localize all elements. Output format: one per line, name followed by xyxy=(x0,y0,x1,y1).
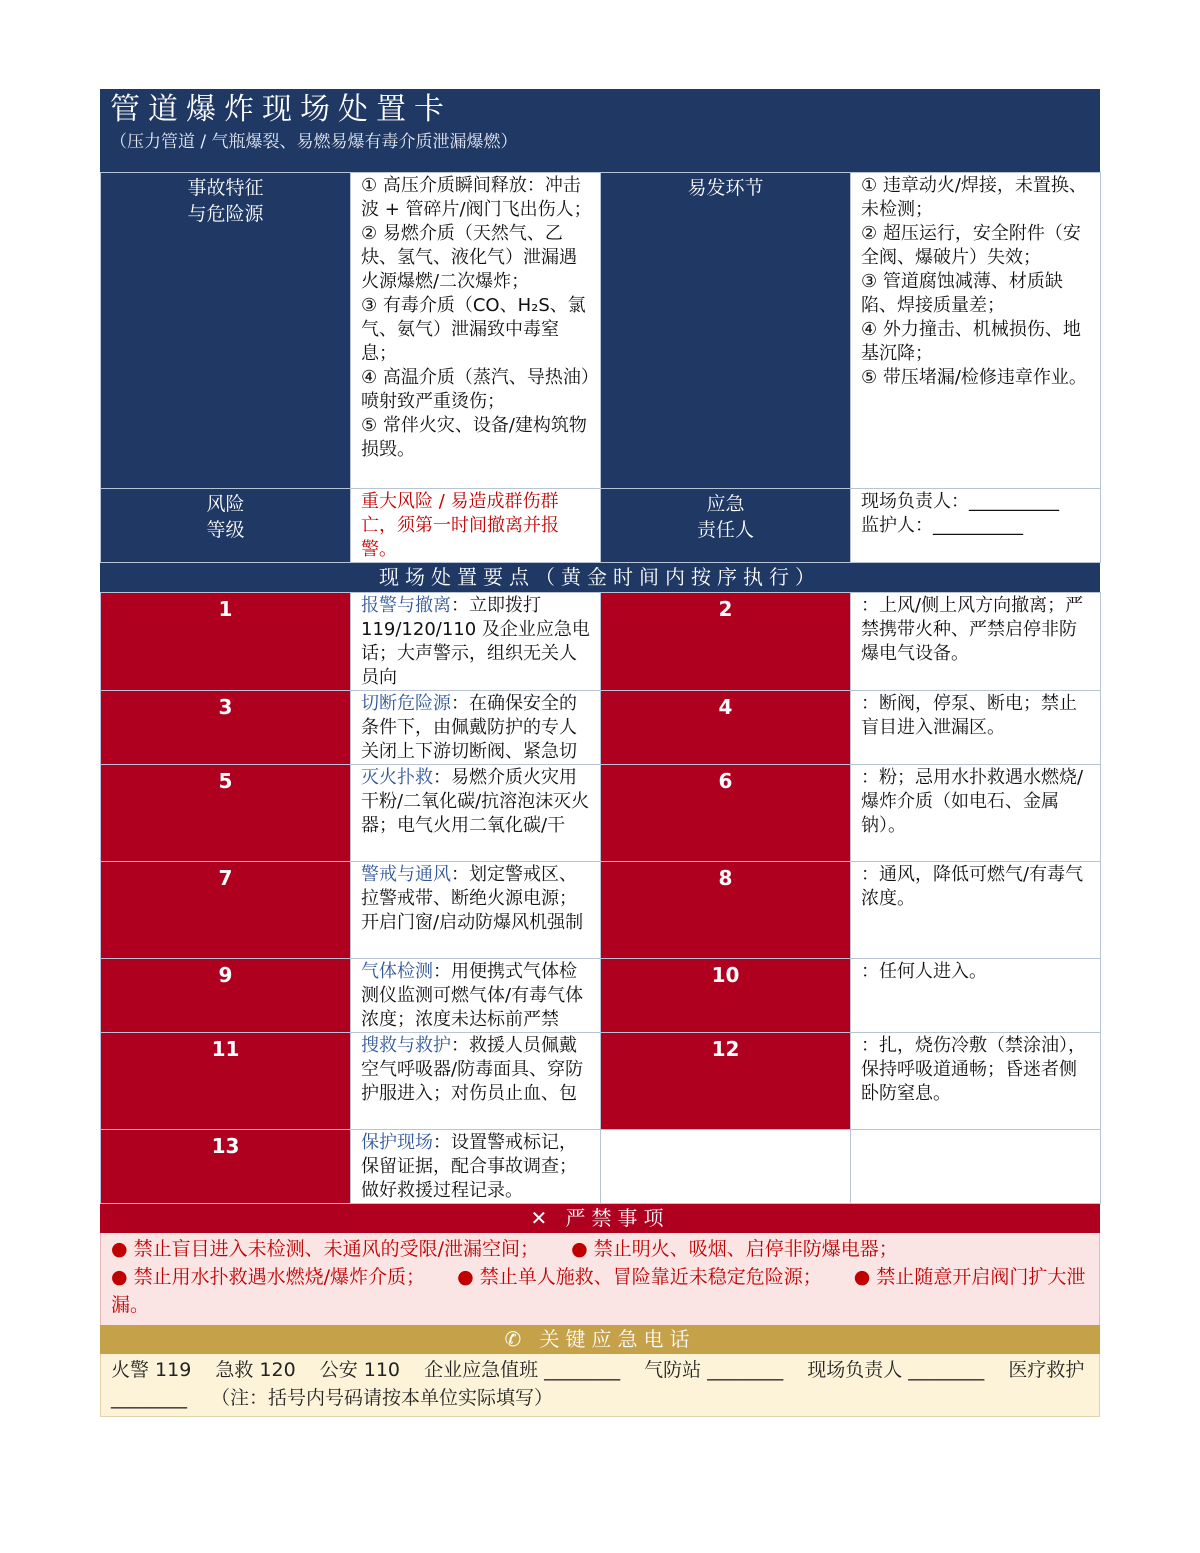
step-number xyxy=(101,593,351,691)
step-number-text: 2 xyxy=(718,597,733,621)
step-row xyxy=(101,862,1101,959)
card-header xyxy=(100,89,1100,172)
step-body: ：立即拨打119/120/110 及企业应急电话；大声警示，组织无关人员向 xyxy=(361,595,590,688)
step-continuation xyxy=(851,765,1101,862)
card-title: 管道爆炸现场处置卡 xyxy=(110,92,452,127)
phones-title-bar xyxy=(100,1325,1100,1354)
forbidden-title-bar xyxy=(100,1204,1100,1233)
step-text xyxy=(351,959,601,1033)
step-body: ：在确保安全的条件下，由佩戴防护的专人关闭上下游切断阀、紧急切 xyxy=(361,693,577,762)
step-number-text: 6 xyxy=(718,769,733,793)
step-heading: 搜救与救护 xyxy=(361,1035,451,1056)
step-body: ：救援人员佩戴空气呼吸器/防毒面具、穿防护服进入；对伤员止血、包 xyxy=(361,1035,584,1104)
prone-label xyxy=(601,173,851,489)
step-row xyxy=(101,1033,1101,1130)
step-number xyxy=(101,1033,351,1130)
phones-title: ✆ 关键应急电话 xyxy=(504,1327,696,1351)
step-number-text: 1 xyxy=(218,597,233,621)
step-heading: 保护现场 xyxy=(361,1132,433,1153)
step-number xyxy=(601,593,851,691)
phone-site-leader: 现场负责人 ________ xyxy=(807,1359,985,1381)
phones-list xyxy=(100,1354,1100,1417)
step-number-text: 12 xyxy=(711,1037,740,1061)
step-number-text: 9 xyxy=(218,963,233,987)
step-number xyxy=(601,765,851,862)
step-number xyxy=(601,1033,851,1130)
step-row xyxy=(101,959,1101,1033)
resp-label-text: 应急 责任人 xyxy=(696,493,754,541)
phone-gas-station: 气防站 ________ xyxy=(644,1359,784,1381)
forbidden-item: ● 禁止盲目进入未检测、未通风的受限/泄漏空间； xyxy=(111,1238,540,1260)
step-number xyxy=(101,862,351,959)
step-number xyxy=(601,691,851,765)
step-heading: 报警与撤离 xyxy=(361,595,451,616)
step-row xyxy=(101,593,1101,691)
steps-title-bar xyxy=(100,563,1100,592)
step-continuation-text: ：任何人进入。 xyxy=(861,961,987,982)
step-number-text: 4 xyxy=(718,695,733,719)
phone-ambulance: 急救 120 xyxy=(215,1359,296,1381)
step-heading: 气体检测 xyxy=(361,961,433,982)
phone-police: 公安 110 xyxy=(319,1359,401,1381)
features-label xyxy=(101,173,351,489)
step-number xyxy=(101,691,351,765)
phone-fire: 火警 119 xyxy=(111,1359,192,1381)
step-heading: 切断危险源 xyxy=(361,693,451,714)
step-number-text: 8 xyxy=(718,866,733,890)
features-text-content: ① 高压介质瞬间释放：冲击波 + 管碎片/阀门飞出伤人； ② 易燃介质（天然气、乙炔、氢气、液化气）泄漏遇火源爆燃/二次爆炸； ③ 有毒介质（CO、H₂S、氯气、氨气）泄漏致中毒窒息； ④ 高温介质（蒸汽、导热油）喷射致严重烫伤； ⑤ 常伴火灾、设备/建构筑物损毁。 xyxy=(361,175,592,460)
step-row xyxy=(101,765,1101,862)
steps-title: 现场处置要点（黄金时间内按序执行） xyxy=(379,565,821,589)
forbidden-item: ● 禁止明火、吸烟、启停非防爆电器； xyxy=(571,1238,898,1260)
step-body: ：设置警戒标记，保留证据，配合事故调查；做好救援过程记录。 xyxy=(361,1132,577,1201)
step-number-text: 13 xyxy=(211,1134,240,1158)
resp-text xyxy=(851,489,1101,563)
forbidden-item: ● 禁止用水扑救遇水燃烧/爆炸介质； xyxy=(111,1266,426,1288)
empty-cell xyxy=(601,1130,851,1204)
step-continuation-text: ：粉；忌用水扑救遇水燃烧/爆炸介质（如电石、金属钠）。 xyxy=(861,767,1084,836)
step-continuation-text: ：扎，烧伤冷敷（禁涂油），保持呼吸道通畅；昏迷者侧卧防窒息。 xyxy=(861,1035,1086,1104)
step-body: ：易燃介质火灾用干粉/二氧化碳/抗溶泡沫灭火器；电气火用二氧化碳/干 xyxy=(361,767,590,836)
phone-enterprise: 企业应急值班 ________ xyxy=(424,1359,621,1381)
step-heading: 警戒与通风 xyxy=(361,864,451,885)
step-body: ：用便携式气体检测仪监测可燃气体/有毒气体浓度；浓度未达标前严禁 xyxy=(361,961,584,1030)
prone-text-content: ① 违章动火/焊接，未置换、未检测； ② 超压运行，安全附件（安全阀、爆破片）失效； ③ 管道腐蚀减薄、材质缺陷、焊接质量差； ④ 外力撞击、机械损伤、地基沉降； ⑤ 带压堵漏/检修违章作业。 xyxy=(861,175,1087,388)
risk-text-content: 重大风险 / 易造成群伤群亡，须第一时间撤离并报警。 xyxy=(361,491,559,560)
forbidden-list xyxy=(100,1233,1100,1325)
risk-label xyxy=(101,489,351,563)
step-row xyxy=(101,691,1101,765)
step-text xyxy=(351,593,601,691)
step-number xyxy=(601,862,851,959)
steps-table xyxy=(100,592,1101,1204)
step-body: ：划定警戒区、拉警戒带、断绝火源电源；开启门窗/启动防爆风机强制 xyxy=(361,864,584,933)
step-continuation-text: ：上风/侧上风方向撤离；严禁携带火种、严禁启停非防爆电气设备。 xyxy=(861,595,1084,664)
step-continuation xyxy=(851,1130,1101,1204)
disposal-card xyxy=(100,89,1100,1417)
step-number-text: 11 xyxy=(211,1037,240,1061)
step-continuation xyxy=(851,959,1101,1033)
step-continuation-text: ：断阀，停泵、断电；禁止盲目进入泄漏区。 xyxy=(861,693,1077,738)
step-number-text: 5 xyxy=(218,769,233,793)
step-row xyxy=(101,1130,1101,1204)
prone-text xyxy=(851,173,1101,489)
step-number-text: 3 xyxy=(218,695,233,719)
step-text xyxy=(351,765,601,862)
features-text xyxy=(351,173,601,489)
forbidden-item: ● 禁止单人施救、冒险靠近未稳定危险源； xyxy=(457,1266,822,1288)
card-subtitle: （压力管道 / 气瓶爆裂、易燃易爆有毒介质泄漏爆燃） xyxy=(110,132,518,152)
step-number-text: 7 xyxy=(218,866,233,890)
resp-text-content: 现场负责人：__________ 监护人：__________ xyxy=(861,491,1059,536)
step-number xyxy=(101,765,351,862)
step-continuation-text: ：通风，降低可燃气/有毒气浓度。 xyxy=(861,864,1084,909)
step-text xyxy=(351,691,601,765)
step-number xyxy=(101,959,351,1033)
step-text xyxy=(351,1033,601,1130)
step-continuation xyxy=(851,1033,1101,1130)
step-number xyxy=(101,1130,351,1204)
step-continuation xyxy=(851,862,1101,959)
step-number xyxy=(601,959,851,1033)
step-text xyxy=(351,1130,601,1204)
step-continuation xyxy=(851,691,1101,765)
features-label-text: 事故特征 与危险源 xyxy=(187,177,264,225)
step-number-text: 10 xyxy=(711,963,740,987)
step-continuation xyxy=(851,593,1101,691)
resp-label xyxy=(601,489,851,563)
prone-label-text: 易发环节 xyxy=(687,177,764,199)
step-text xyxy=(351,862,601,959)
forbidden-title: ✕ 严禁事项 xyxy=(530,1206,670,1230)
risk-label-text: 风险 等级 xyxy=(206,493,245,541)
phone-medical: 医疗救护 ________ xyxy=(111,1359,1085,1409)
phone-note: （注：括号内号码请按本单位实际填写） xyxy=(211,1387,554,1409)
forbidden-item: ● 禁止随意开启阀门扩大泄漏。 xyxy=(111,1266,1086,1316)
step-heading: 灭火扑救 xyxy=(361,767,433,788)
risk-text xyxy=(351,489,601,563)
info-table xyxy=(100,172,1101,563)
